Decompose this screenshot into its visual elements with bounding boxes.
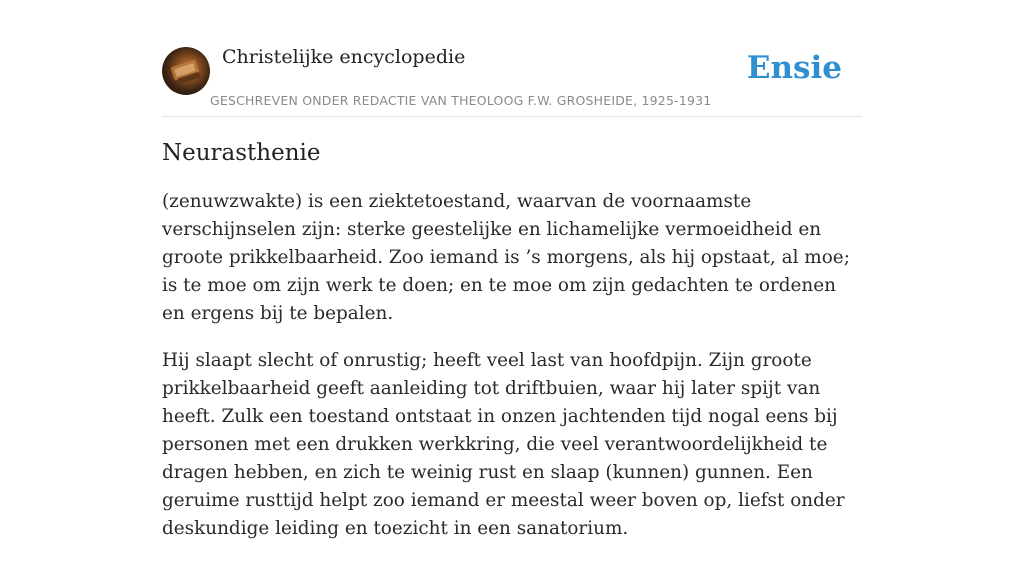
site-header	[162, 46, 862, 117]
site-subtitle: GESCHREVEN ONDER REDACTIE VAN THEOLOOG F.W. GROSHEIDE, 1925-1931	[210, 93, 712, 108]
article-title: Neurasthenie	[162, 140, 321, 166]
brand-logo[interactable]: Ensie	[746, 50, 842, 86]
article-paragraph: Hij slaapt slecht of onrustig; heeft veel last van hoofdpijn. Zijn groote prikkelbaarheid geeft aanleiding tot driftbuien, waar hij later spijt van heeft. Zulk een toestand ontstaat in onzen jachtenden tijd nogal eens bij personen met een drukken werkkring, die veel verantwoordelijkheid te dragen hebben, en zich te weinig rust en slaap (kunnen) gunnen. Een geruime rusttijd helpt zoo iemand er meestal weer boven op, liefst onder deskundige leiding en toezicht in een sanatorium.	[162, 350, 845, 539]
article-paragraph: (zenuwzwakte) is een ziektetoestand, waarvan de voornaamste verschijnselen zijn: sterke geestelijke en lichamelijke vermoeidheid en groote prikkelbaarheid. Zoo iemand is ’s morgens, als hij opstaat, al moe; is te moe om zijn werk te doen; en te moe om zijn gedachten te ordenen en ergens bij te bepalen.	[162, 191, 850, 324]
article	[162, 140, 862, 562]
book-cover-icon[interactable]	[162, 47, 210, 95]
site-title[interactable]: Christelijke encyclopedie	[222, 46, 466, 68]
